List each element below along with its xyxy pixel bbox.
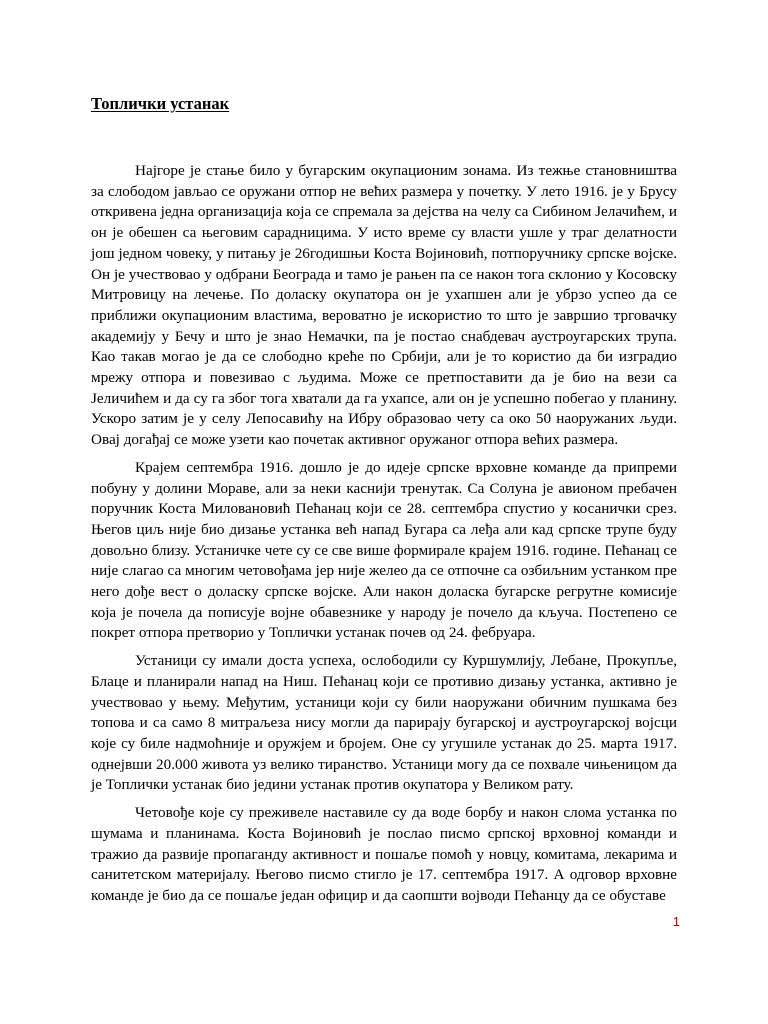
paragraph-2: Крајем септембра 1916. дошло је до идеје српске врховне команде да припреми побуну у долини Мораве, али за неки каснији тренутак. Са Солуна је авионом пребачен поручник Коста Миловановић Пећанац који се 28. септембра спустио у косанички срез. Његов циљ није био дизање устанка већ напад Бугара са леђа али кад српске трупе буду довољно близу. Устаничке чете су се све више формирале крајем 1916. године. Пећанац се није слагао са многим четовођама јер није желео да се отпочне са озбиљним устанком пре него дође вест о доласку српске војске. Али након доласка бугарске регрутне комисије која је почела да пописује војне обавезнике у народу је почело да кључа. Постепено се покрет отпора претворио у Топлички устанак почев од 24. фебруара. [91,458,677,642]
paragraph-4: Четовође које су преживеле наставиле су да воде борбу и након слома устанка по шумама и планинама. Коста Војиновић је послао писмо српској врховној команди и тражио да развије пропаганду активност и пошаље помоћ у новцу, комитама, лекарима и санитетском материјалу. Његово писмо стигло је 17. септембра 1917. А одговор врховне команде је био да се пошаље један официр и да саопшти војводи Пећанцу да се обуставе [91,804,677,904]
document-body [91,161,677,914]
paragraph-3: Устаници су имали доста успеха, ослободили су Куршумлију, Лебане, Прокупље, Блаце и планирали напад на Ниш. Пећанац који се противио дизању устанка, активно је учествовао у њему. Међутим, устаници који су били наоружани обичним пушкама без топова и са само 8 митраљеза нису могли да парирају бугарској и аустроугарској војсци које су биле надмоћније и оружјем и бројем. Оне су угушиле устанак до 25. марта 1917. однејвши 20.000 живота уз велико тиранство. Устаници могу да се похвале чињеницом да је Топлички устанак био једини устанак против окупатора у Великом рату. [91,652,677,794]
page-number: 1 [672,914,680,929]
document-title: Топлички устанак [91,94,230,113]
paragraph-1: Најгоре је стање било у бугарским окупационим зонама. Из тежње становништва за слободом јављао се оружани отпор не већих размера у почетку. У лето 1916. је у Брусу откривена једна организација која се спремала за дејства на челу са Сибином Јелачићем, и он је обешен са његовим сарадницима. У исто време су власти ушле у траг делатности још једном човеку, у питању је 26годишњи Коста Војиновић, потпоручнику српске војске. Он је учествовао у одбрани Београда и тамо је рањен па се након тога склонио у Косовску Митровицу на лечење. По доласку окупатора он је ухапшен али је убрзо успео да се приближи окупационим властима, вероватно је искористио то што је завршио трговачку академију у Бечу и што је знао Немачки, па је постао снабдевач аустроугарских трупа. Као такав могао је да се слободно креће по Србији, али је то користио да би изградио мрежу отпора и повезивао с људима. Може се претпоставити да је био на вези са Јеличићем и да су га због тога хватали да га ухапсе, али он је успешно побегао у планину. Ускоро затим је у селу Лепосавићу на Ибру образовао чету са око 50 наоружаних људи. Овај догађај се може узети као почетак активног оружаног отпора већих размера. [91,162,677,449]
